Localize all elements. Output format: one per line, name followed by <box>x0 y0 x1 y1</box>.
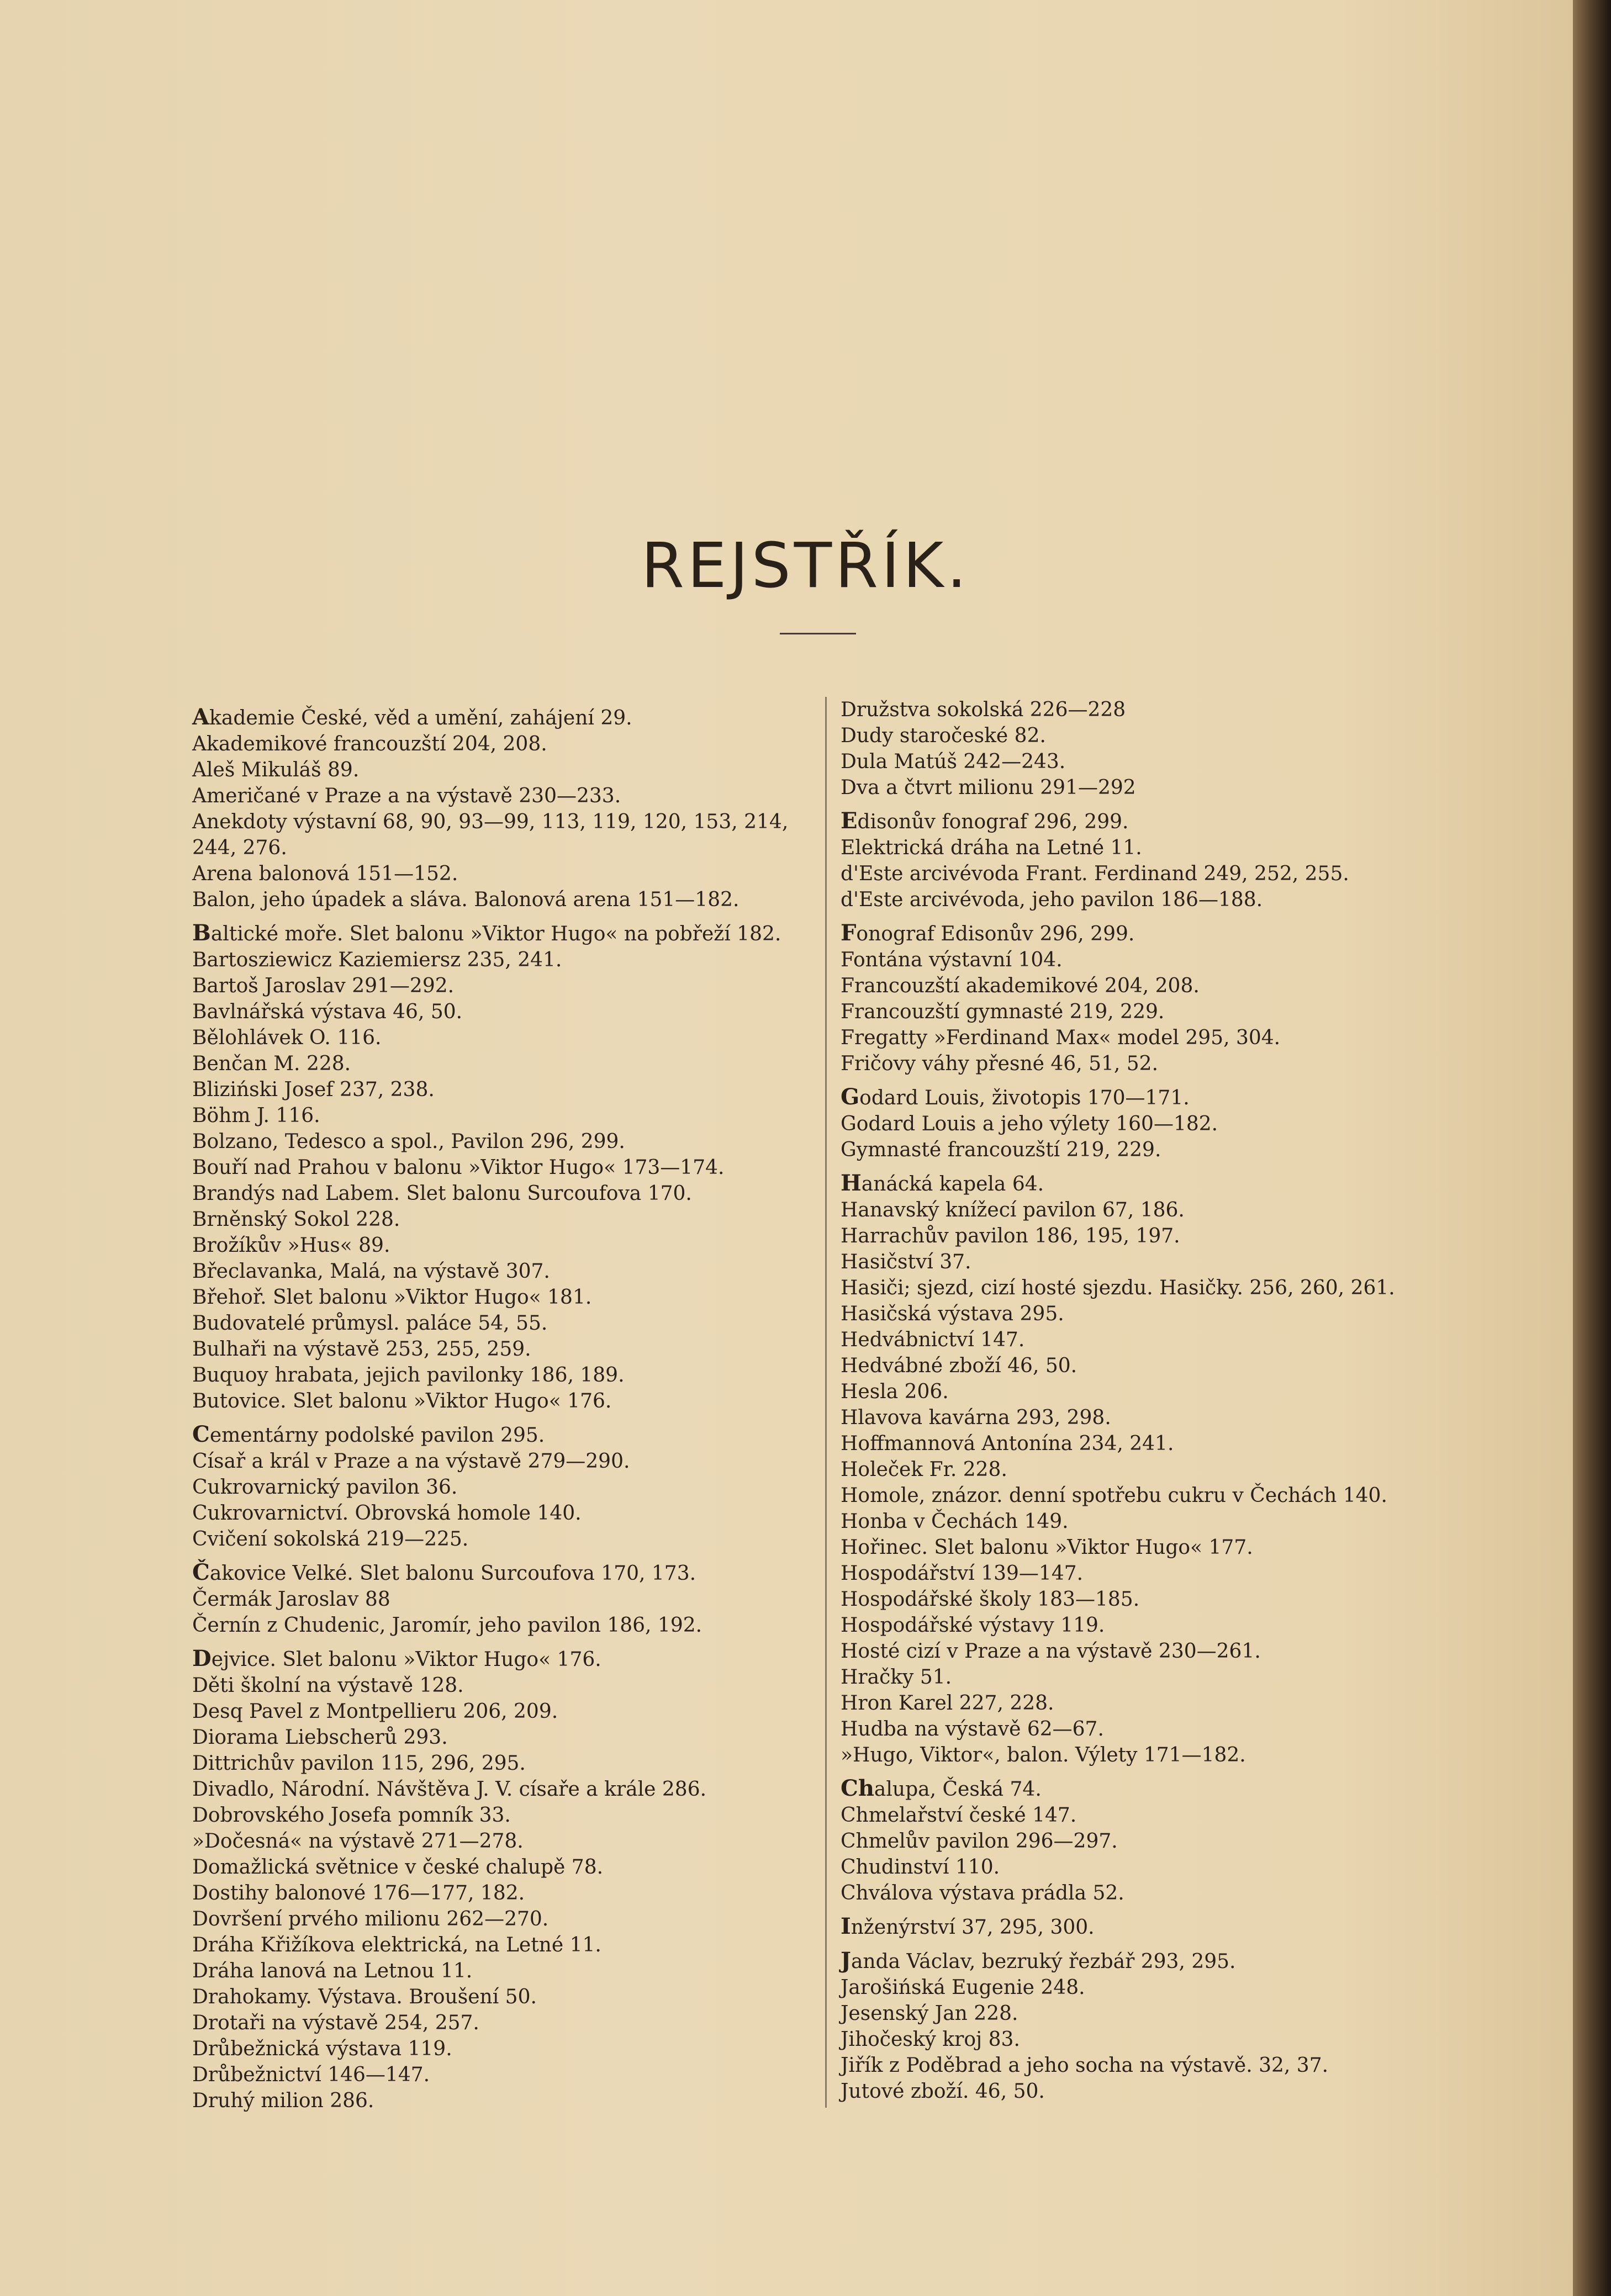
index-entry <box>841 2052 1492 2078</box>
entry-text: Jutové zboží. 46, 50. <box>841 2080 1045 2103</box>
entry-text: Gymnasté francouzští 219, 229. <box>841 1139 1161 1161</box>
entry-text: Budovatelé průmysl. paláce 54, 55. <box>192 1312 548 1335</box>
entry-text: akovice Velké. Slet balonu Surcoufova 170, 173. <box>209 1562 696 1585</box>
entry-text: Balon, jeho úpadek a sláva. Balonová arena 151—182. <box>192 888 740 911</box>
entry-text: ementárny podolské pavilon 295. <box>209 1424 545 1447</box>
index-entry <box>192 757 806 783</box>
entry-text: Aleš Mikuláš 89. <box>192 759 360 781</box>
index-entry <box>841 1457 1492 1483</box>
entry-text: Bělohlávek O. 116. <box>192 1027 382 1049</box>
entry-text: Děti školní na výstavě 128. <box>192 1674 464 1697</box>
entry-text: Hosté cizí v Praze a na výstavě 230—261. <box>841 1640 1261 1663</box>
entry-initial: I <box>841 1913 851 1939</box>
entry-text: Brandýs nad Labem. Slet balonu Surcoufova 170. <box>192 1182 692 1205</box>
index-entry <box>192 920 806 947</box>
entry-text: Dula Matúš 242—243. <box>841 750 1066 773</box>
entry-text: Homole, znázor. denní spotřebu cukru v Čechách 140. <box>841 1484 1387 1507</box>
entry-text: Anekdoty výstavní 68, 90, 93—99, 113, 119, 120, 153, 214, 244, 276. <box>192 811 789 859</box>
entry-text: Fontána výstavní 104. <box>841 949 1063 971</box>
index-entry <box>192 1051 806 1077</box>
index-entry <box>192 1526 806 1552</box>
index-entry <box>192 1362 806 1388</box>
entry-text: Fričovy váhy přesné 46, 51, 52. <box>841 1052 1159 1075</box>
book-spine <box>1573 0 1611 2296</box>
entry-text: Francouzští akademikové 204, 208. <box>841 975 1200 997</box>
entry-initial: F <box>841 920 857 946</box>
index-entry <box>192 783 806 809</box>
entry-text: Hračky 51. <box>841 1666 952 1689</box>
index-entry <box>841 808 1492 835</box>
index-entry <box>841 723 1492 749</box>
index-entry <box>841 1405 1492 1431</box>
index-entry <box>192 1500 806 1526</box>
index-entry <box>192 1025 806 1051</box>
index-entry <box>841 1828 1492 1854</box>
index-entry <box>841 1431 1492 1457</box>
entry-text: Hoffmannová Antonína 234, 241. <box>841 1432 1174 1455</box>
entry-text: Hedvábné zboží 46, 50. <box>841 1355 1077 1377</box>
entry-text: Břeclavanka, Malá, na výstavě 307. <box>192 1260 550 1283</box>
entry-text: Francouzští gymnasté 219, 229. <box>841 1001 1165 1023</box>
entry-text: Arena balonová 151—152. <box>192 863 458 885</box>
index-entry <box>841 1638 1492 1664</box>
entry-text: Elektrická dráha na Letné 11. <box>841 837 1142 859</box>
entry-text: Hasičská výstava 295. <box>841 1303 1064 1325</box>
entry-text: Američané v Praze a na výstavě 230—233. <box>192 785 621 807</box>
index-entry <box>841 1301 1492 1327</box>
index-entry <box>192 1906 806 1932</box>
entry-initial: G <box>841 1084 860 1110</box>
index-entry <box>841 2027 1492 2052</box>
entry-text: Cvičení sokolská 219—225. <box>192 1528 469 1551</box>
index-entry <box>192 861 806 887</box>
column-divider <box>825 697 827 2108</box>
entry-text: Bouří nad Prahou v balonu »Viktor Hugo« 173—174. <box>192 1156 725 1179</box>
index-entry <box>192 1388 806 1414</box>
index-entry <box>192 1802 806 1828</box>
index-entry <box>192 1258 806 1284</box>
index-entry <box>192 1880 806 1906</box>
entry-initial: C <box>192 1421 210 1447</box>
index-entry <box>841 1275 1492 1301</box>
entry-initial: Č <box>192 1559 210 1585</box>
index-entry <box>192 1336 806 1362</box>
index-entry <box>192 2062 806 2088</box>
index-entry <box>841 1742 1492 1768</box>
entry-text: Desq Pavel z Montpellieru 206, 209. <box>192 1700 558 1723</box>
title-rule <box>780 633 856 634</box>
index-entry <box>192 1984 806 2010</box>
index-entry <box>192 1776 806 1802</box>
entry-text: Břehoř. Slet balonu »Viktor Hugo« 181. <box>192 1286 592 1309</box>
entry-text: Fregatty »Ferdinand Max« model 295, 304. <box>841 1027 1281 1049</box>
index-entry <box>192 704 806 731</box>
entry-initial: J <box>841 1948 851 1974</box>
entry-text: Jiřík z Poděbrad a jeho socha na výstavě. 32, 37. <box>841 2054 1329 2077</box>
entry-text: Hedvábnictví 147. <box>841 1329 1025 1351</box>
index-entry <box>192 1181 806 1207</box>
entry-text: Brožíkův »Hus« 89. <box>192 1234 390 1257</box>
entry-text: kademie České, věd a umění, zahájení 29. <box>209 707 632 729</box>
entry-text: Chmelův pavilon 296—297. <box>841 1830 1118 1853</box>
index-entry <box>192 2088 806 2114</box>
entry-text: Jihočeský kroj 83. <box>841 2028 1020 2051</box>
index-entry <box>192 1646 806 1673</box>
index-entry <box>841 973 1492 999</box>
index-entry <box>192 809 806 861</box>
index-entry <box>841 1084 1492 1111</box>
entry-text: »Dočesná« na výstavě 271—278. <box>192 1830 524 1853</box>
index-entry <box>841 835 1492 861</box>
entry-text: Chmelařství české 147. <box>841 1804 1077 1827</box>
index-entry <box>841 1586 1492 1612</box>
index-entry <box>841 749 1492 775</box>
entry-text: Holeček Fr. 228. <box>841 1458 1007 1481</box>
index-entry <box>841 775 1492 801</box>
index-entry <box>841 1197 1492 1223</box>
entry-text: Druhý milion 286. <box>192 2089 374 2112</box>
index-entry <box>192 1854 806 1880</box>
index-entry <box>841 861 1492 887</box>
index-entry <box>192 1448 806 1474</box>
index-entry <box>841 887 1492 913</box>
entry-text: Družstva sokolská 226—228 <box>841 699 1126 721</box>
index-entry <box>192 1958 806 1984</box>
entry-text: Hasiči; sjezd, cizí hosté sjezdu. Hasičky. 256, 260, 261. <box>841 1277 1395 1299</box>
index-entry <box>841 1170 1492 1197</box>
entry-text: Čermák Jaroslav 88 <box>192 1588 390 1611</box>
entry-initial: E <box>841 808 858 834</box>
entry-text: Hořinec. Slet balonu »Viktor Hugo« 177. <box>841 1536 1253 1559</box>
entry-text: Černín z Chudenic, Jaromír, jeho pavilon 186, 192. <box>192 1614 702 1637</box>
entry-text: Dobrovského Josefa pomník 33. <box>192 1804 511 1827</box>
index-entry <box>841 1716 1492 1742</box>
entry-text: Hanavský knížecí pavilon 67, 186. <box>841 1199 1185 1221</box>
entry-text: Dudy staročeské 82. <box>841 724 1046 747</box>
index-entry <box>192 973 806 999</box>
index-entry <box>841 1775 1492 1802</box>
index-entry <box>841 1051 1492 1077</box>
entry-text: Bliziński Josef 237, 238. <box>192 1078 435 1101</box>
index-entry <box>841 2078 1492 2104</box>
index-entry <box>841 697 1492 723</box>
entry-text: Brněnský Sokol 228. <box>192 1208 400 1231</box>
index-entry <box>192 1750 806 1776</box>
index-entry <box>192 1586 806 1612</box>
index-entry <box>192 1421 806 1448</box>
entry-text: odard Louis, životopis 170—171. <box>859 1087 1190 1109</box>
entry-text: d'Este arcivévoda Frant. Ferdinand 249, 252, 255. <box>841 863 1349 885</box>
entry-text: Hudba na výstavě 62—67. <box>841 1718 1104 1740</box>
entry-text: Akademikové francouzští 204, 208. <box>192 733 547 755</box>
entry-text: Benčan M. 228. <box>192 1052 351 1075</box>
entry-text: Dráha lanová na Letnou 11. <box>192 1960 473 1982</box>
index-entry <box>841 1880 1492 1906</box>
index-entry <box>841 1327 1492 1353</box>
index-entry <box>192 1232 806 1258</box>
index-column-left <box>192 697 806 2114</box>
entry-text: Böhm J. 116. <box>192 1104 320 1127</box>
index-entry <box>841 1913 1492 1940</box>
index-entry <box>192 1284 806 1310</box>
entry-text: Buquoy hrabata, jejich pavilonky 186, 189. <box>192 1364 625 1387</box>
entry-initial: H <box>841 1170 862 1196</box>
page-title: REJSTŘÍK. <box>641 530 970 602</box>
index-entry <box>192 1932 806 1958</box>
index-entry <box>841 1535 1492 1560</box>
index-entry <box>841 1353 1492 1379</box>
index-entry <box>192 1103 806 1129</box>
entry-text: Cukrovarnický pavilon 36. <box>192 1476 458 1499</box>
index-entry <box>841 1612 1492 1638</box>
entry-text: anácká kapela 64. <box>861 1173 1044 1195</box>
index-entry <box>192 2036 806 2062</box>
entry-text: Dittrichův pavilon 115, 296, 295. <box>192 1752 526 1775</box>
entry-text: Hospodářské výstavy 119. <box>841 1614 1105 1637</box>
entry-initial: Ch <box>841 1775 874 1801</box>
entry-text: Domažlická světnice v české chalupě 78. <box>192 1856 604 1879</box>
entry-text: nženýrství 37, 295, 300. <box>851 1916 1095 1939</box>
entry-text: Hospodářství 139—147. <box>841 1562 1084 1585</box>
index-entry <box>841 1223 1492 1249</box>
entry-text: Bavlnářská výstava 46, 50. <box>192 1001 463 1023</box>
entry-text: Honba v Čechách 149. <box>841 1510 1069 1533</box>
index-entry <box>192 1310 806 1336</box>
entry-text: disonův fonograf 296, 299. <box>857 811 1129 833</box>
entry-text: Godard Louis a jeho výlety 160—182. <box>841 1113 1218 1135</box>
index-entry <box>192 1612 806 1638</box>
entry-text: Bartosziewicz Kaziemiersz 235, 241. <box>192 949 562 971</box>
entry-text: Dostihy balonové 176—177, 182. <box>192 1882 525 1904</box>
entry-text: Hospodářské školy 183—185. <box>841 1588 1140 1611</box>
index-entry <box>841 1483 1492 1509</box>
entry-text: »Hugo, Viktor«, balon. Výlety 171—182. <box>841 1744 1246 1766</box>
entry-text: Chudinství 110. <box>841 1856 1000 1879</box>
index-entry <box>192 1077 806 1103</box>
entry-text: Jesenský Jan 228. <box>841 2002 1018 2025</box>
entry-text: Dva a čtvrt milionu 291—292 <box>841 776 1136 799</box>
index-entry <box>841 1111 1492 1137</box>
index-entry <box>192 2010 806 2036</box>
entry-text: ejvice. Slet balonu »Viktor Hugo« 176. <box>211 1648 601 1671</box>
entry-text: anda Václav, bezruký řezbář 293, 295. <box>851 1950 1236 1973</box>
index-entry <box>841 2001 1492 2027</box>
index-entry <box>841 1664 1492 1690</box>
entry-text: Harrachův pavilon 186, 195, 197. <box>841 1225 1180 1247</box>
index-entry <box>841 1509 1492 1535</box>
entry-text: Drahokamy. Výstava. Broušení 50. <box>192 1986 537 2008</box>
entry-text: Jarošińská Eugenie 248. <box>841 1976 1085 1999</box>
entry-text: Hesla 206. <box>841 1380 949 1403</box>
index-entry <box>841 1560 1492 1586</box>
index-entry <box>841 999 1492 1025</box>
index-entry <box>841 1690 1492 1716</box>
index-entry <box>841 1948 1492 1975</box>
index-entry <box>192 1699 806 1724</box>
index-entry <box>192 1828 806 1854</box>
entry-text: altické moře. Slet balonu »Viktor Hugo« na pobřeží 182. <box>210 923 781 945</box>
entry-text: Butovice. Slet balonu »Viktor Hugo« 176. <box>192 1390 612 1412</box>
entry-text: onograf Edisonův 296, 299. <box>856 923 1135 945</box>
index-entry <box>841 1975 1492 2001</box>
entry-text: Hasičství 37. <box>841 1251 971 1273</box>
entry-initial: A <box>192 704 210 730</box>
entry-text: Cukrovarnictví. Obrovská homole 140. <box>192 1502 582 1525</box>
index-entry <box>841 1379 1492 1405</box>
index-entry <box>192 999 806 1025</box>
entry-text: Drůbežnická výstava 119. <box>192 2038 452 2060</box>
index-entry <box>192 731 806 757</box>
entry-text: Dovršení prvého milionu 262—270. <box>192 1908 549 1930</box>
index-entry <box>192 1673 806 1699</box>
entry-text: Císař a král v Praze a na výstavě 279—290. <box>192 1450 630 1473</box>
index-entry <box>841 947 1492 973</box>
index-entry <box>192 1155 806 1181</box>
entry-text: Diorama Liebscherů 293. <box>192 1726 448 1749</box>
entry-text: Divadlo, Národní. Návštěva J. V. císaře a krále 286. <box>192 1778 707 1801</box>
index-column-right <box>841 697 1492 2104</box>
index-entry <box>192 1474 806 1500</box>
entry-text: Drůbežnictví 146—147. <box>192 2064 430 2086</box>
index-entry <box>192 1559 806 1586</box>
entry-text: Bolzano, Tedesco a spol., Pavilon 296, 299. <box>192 1130 625 1153</box>
index-entry <box>192 1724 806 1750</box>
index-entry <box>192 1207 806 1232</box>
entry-initial: D <box>192 1646 212 1671</box>
entry-text: Bartoš Jaroslav 291—292. <box>192 975 455 997</box>
entry-text: Hlavova kavárna 293, 298. <box>841 1406 1111 1429</box>
index-entry <box>192 1129 806 1155</box>
index-entry <box>192 947 806 973</box>
index-entry <box>841 1137 1492 1163</box>
entry-text: d'Este arcivévoda, jeho pavilon 186—188. <box>841 888 1263 911</box>
entry-text: alupa, Česká 74. <box>874 1778 1042 1801</box>
entry-text: Bulhaři na výstavě 253, 255, 259. <box>192 1338 531 1361</box>
entry-text: Drotaři na výstavě 254, 257. <box>192 2012 479 2034</box>
index-entry <box>841 920 1492 947</box>
entry-text: Chválova výstava prádla 52. <box>841 1882 1124 1904</box>
entry-initial: B <box>192 920 211 946</box>
index-entry <box>841 1854 1492 1880</box>
index-entry <box>841 1249 1492 1275</box>
index-entry <box>192 887 806 913</box>
entry-text: Hron Karel 227, 228. <box>841 1692 1054 1715</box>
entry-text: Dráha Křižíkova elektrická, na Letné 11. <box>192 1934 601 1956</box>
index-entry <box>841 1802 1492 1828</box>
index-entry <box>841 1025 1492 1051</box>
